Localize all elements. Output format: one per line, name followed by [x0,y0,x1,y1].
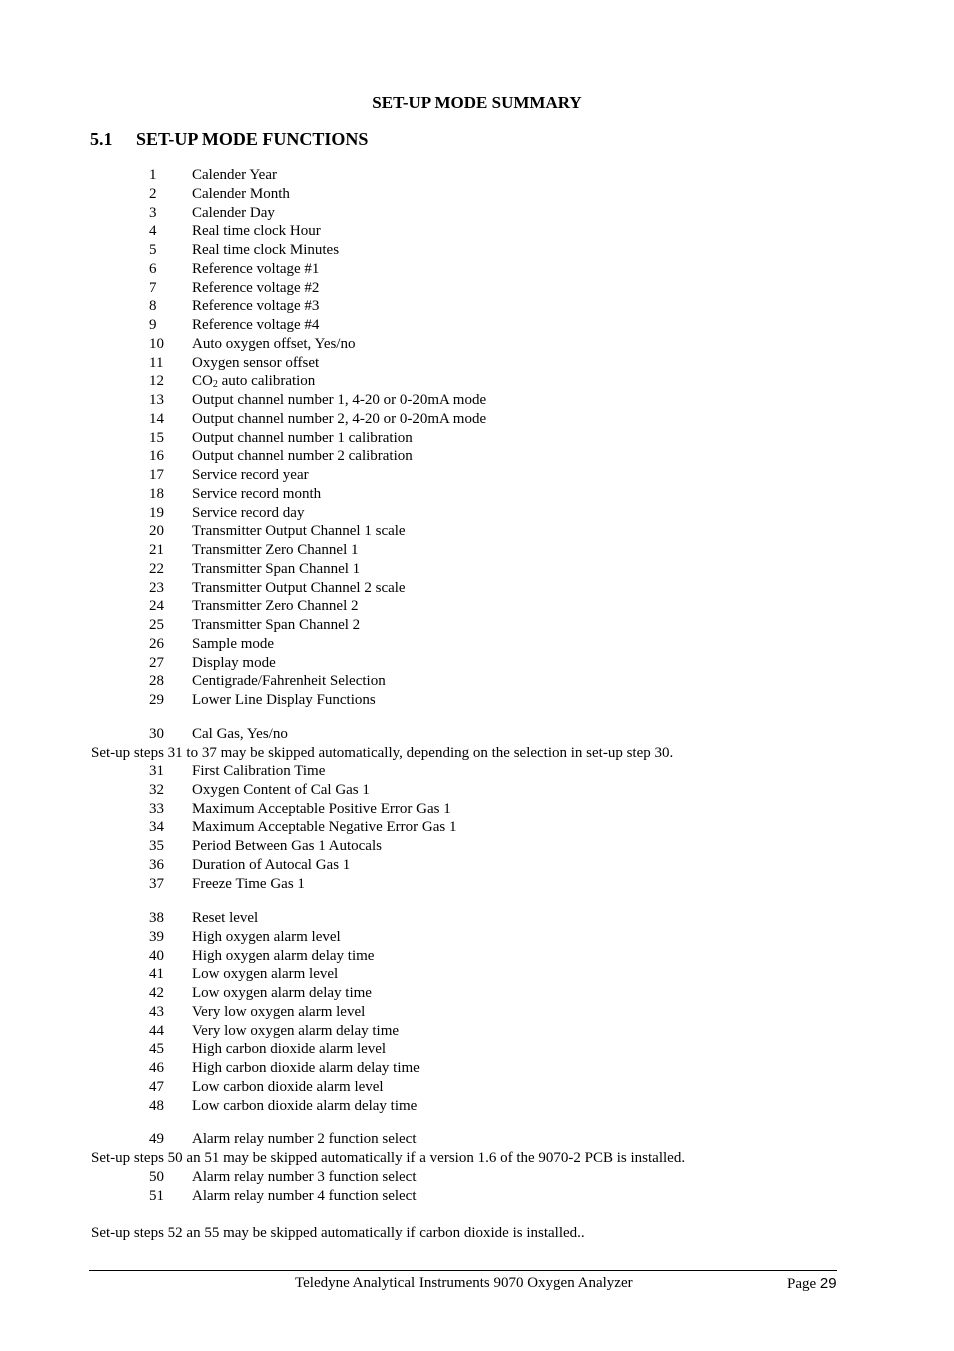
step-number: 2 [149,185,157,202]
step-number: 6 [149,260,157,277]
step-number: 22 [149,560,164,577]
note-skip-52-55: Set-up steps 52 an 55 may be skipped automatically if carbon dioxide is installed.. [91,1225,585,1241]
step-number: 13 [149,392,164,408]
step-number: 50 [149,1169,164,1185]
step-label: Very low oxygen alarm level [192,1003,366,1020]
step-label: Alarm relay number 4 function select [192,1187,417,1204]
step-label: Alarm relay number 3 function select [192,1169,417,1185]
step-label: Real time clock Minutes [192,242,340,258]
footer-page [787,1274,837,1294]
step-number: 26 [149,635,164,652]
step-number: 29 [149,692,164,708]
step-number: 47 [149,1078,164,1095]
step-label: Cal Gas, Yes/no [192,726,288,742]
step-label: Duration of Autocal Gas 1 [192,856,351,873]
step-label: Display mode [192,654,276,671]
step-number: 10 [149,335,164,352]
step-label: Calender Month [192,185,290,202]
step-label: Reference voltage #2 [192,279,320,296]
step-label: Low oxygen alarm delay time [192,985,372,1001]
step-label-subscript: 2 [212,379,218,391]
step-label: Low oxygen alarm level [192,966,339,983]
step-number: 20 [149,523,164,540]
step-label: Transmitter Zero Channel 1 [192,542,359,558]
step-label: Freeze Time Gas 1 [192,875,305,892]
step-number: 44 [149,1022,164,1039]
step-label-prefix: CO [192,373,213,390]
step-number: 41 [149,966,164,983]
step-label: Maximum Acceptable Negative Error Gas 1 [192,819,457,836]
step-number: 9 [149,317,157,333]
step-number: 15 [149,429,164,446]
step-label [192,372,315,391]
step-number: 48 [149,1097,164,1114]
step-number: 23 [149,579,164,596]
step-label: Reference voltage #1 [192,260,320,277]
step-number: 30 [149,726,164,742]
step-number: 40 [149,947,164,964]
step-label: High carbon dioxide alarm level [192,1041,387,1058]
page-label: Page [787,1276,817,1292]
step-label: Output channel number 2, 4-20 or 0-20mA mode [192,410,487,427]
footer-text: Teledyne Analytical Instruments 9070 Oxygen Analyzer [295,1275,633,1291]
note-skip-31-37: Set-up steps 31 to 37 may be skipped automatically, depending on the selection in set-up step 30. [91,745,674,761]
step-number: 27 [149,654,164,671]
step-number: 7 [149,279,157,296]
step-label: First Calibration Time [192,763,326,779]
step-number: 3 [149,204,157,221]
step-number: 31 [149,763,164,779]
step-number: 43 [149,1003,164,1020]
step-label: High oxygen alarm level [192,928,341,945]
section-title: SET-UP MODE FUNCTIONS [136,129,369,149]
step-number: 37 [149,875,164,892]
step-label: Maximum Acceptable Positive Error Gas 1 [192,800,451,817]
step-label: Oxygen Content of Cal Gas 1 [192,781,370,798]
step-number: 24 [149,598,164,615]
step-number: 18 [149,485,164,502]
step-number: 38 [149,910,164,926]
step-number: 11 [149,354,164,371]
step-label: Low carbon dioxide alarm level [192,1078,384,1095]
step-number: 35 [149,838,164,854]
step-label: Sample mode [192,635,275,652]
step-label: Service record year [192,467,309,483]
step-label: Calender Year [192,167,277,183]
step-number: 39 [149,928,164,945]
step-label: Transmitter Zero Channel 2 [192,598,359,615]
step-label: Oxygen sensor offset [192,354,320,371]
step-label: Service record month [192,485,322,502]
page-title: SET-UP MODE SUMMARY [372,93,582,112]
step-number: 16 [149,448,164,465]
step-label: Lower Line Display Functions [192,692,376,708]
step-label: Service record day [192,504,305,521]
step-number: 34 [149,819,164,836]
step-label: Transmitter Output Channel 2 scale [192,579,406,596]
footer-rule [89,1270,837,1271]
step-label: Centigrade/Fahrenheit Selection [192,673,386,690]
step-number: 49 [149,1131,164,1147]
step-label: Transmitter Span Channel 2 [192,617,361,633]
step-label: Low carbon dioxide alarm delay time [192,1097,418,1114]
step-number: 17 [149,467,164,483]
step-label: Period Between Gas 1 Autocals [192,838,382,854]
step-number: 12 [149,373,164,390]
step-number: 51 [149,1187,164,1204]
page-number: 29 [819,1275,837,1292]
step-label: Very low oxygen alarm delay time [192,1022,400,1039]
section-heading [90,129,368,150]
step-label: Real time clock Hour [192,223,321,240]
step-number: 25 [149,617,164,633]
note-skip-50-51: Set-up steps 50 an 51 may be skipped automatically if a version 1.6 of the 9070-2 PCB is installed. [91,1150,686,1166]
step-label: Reference voltage #4 [192,317,320,333]
step-number: 1 [149,167,157,183]
step-label: Reference voltage #3 [192,298,320,315]
step-label: Output channel number 2 calibration [192,448,413,465]
section-number: 5.1 [90,129,113,149]
step-number: 32 [149,781,164,798]
step-label: Reset level [192,910,259,926]
step-number: 36 [149,856,164,873]
step-label: High oxygen alarm delay time [192,947,375,964]
step-number: 46 [149,1060,164,1076]
step-number: 4 [149,223,157,240]
step-label: Transmitter Span Channel 1 [192,560,361,577]
step-label: High carbon dioxide alarm delay time [192,1060,420,1076]
step-number: 5 [149,242,157,258]
step-number: 14 [149,410,164,427]
step-number: 21 [149,542,164,558]
step-number: 8 [149,298,157,315]
step-label: Calender Day [192,204,275,221]
step-label-suffix: auto calibration [217,373,316,390]
step-number: 28 [149,673,164,690]
step-number: 33 [149,800,164,817]
step-label: Output channel number 1 calibration [192,429,413,446]
step-label: Auto oxygen offset, Yes/no [192,335,356,352]
step-label: Alarm relay number 2 function select [192,1131,417,1147]
step-label: Output channel number 1, 4-20 or 0-20mA mode [192,392,487,408]
step-number: 42 [149,985,164,1001]
step-number: 45 [149,1041,164,1058]
step-number: 19 [149,504,164,521]
step-label: Transmitter Output Channel 1 scale [192,523,406,540]
